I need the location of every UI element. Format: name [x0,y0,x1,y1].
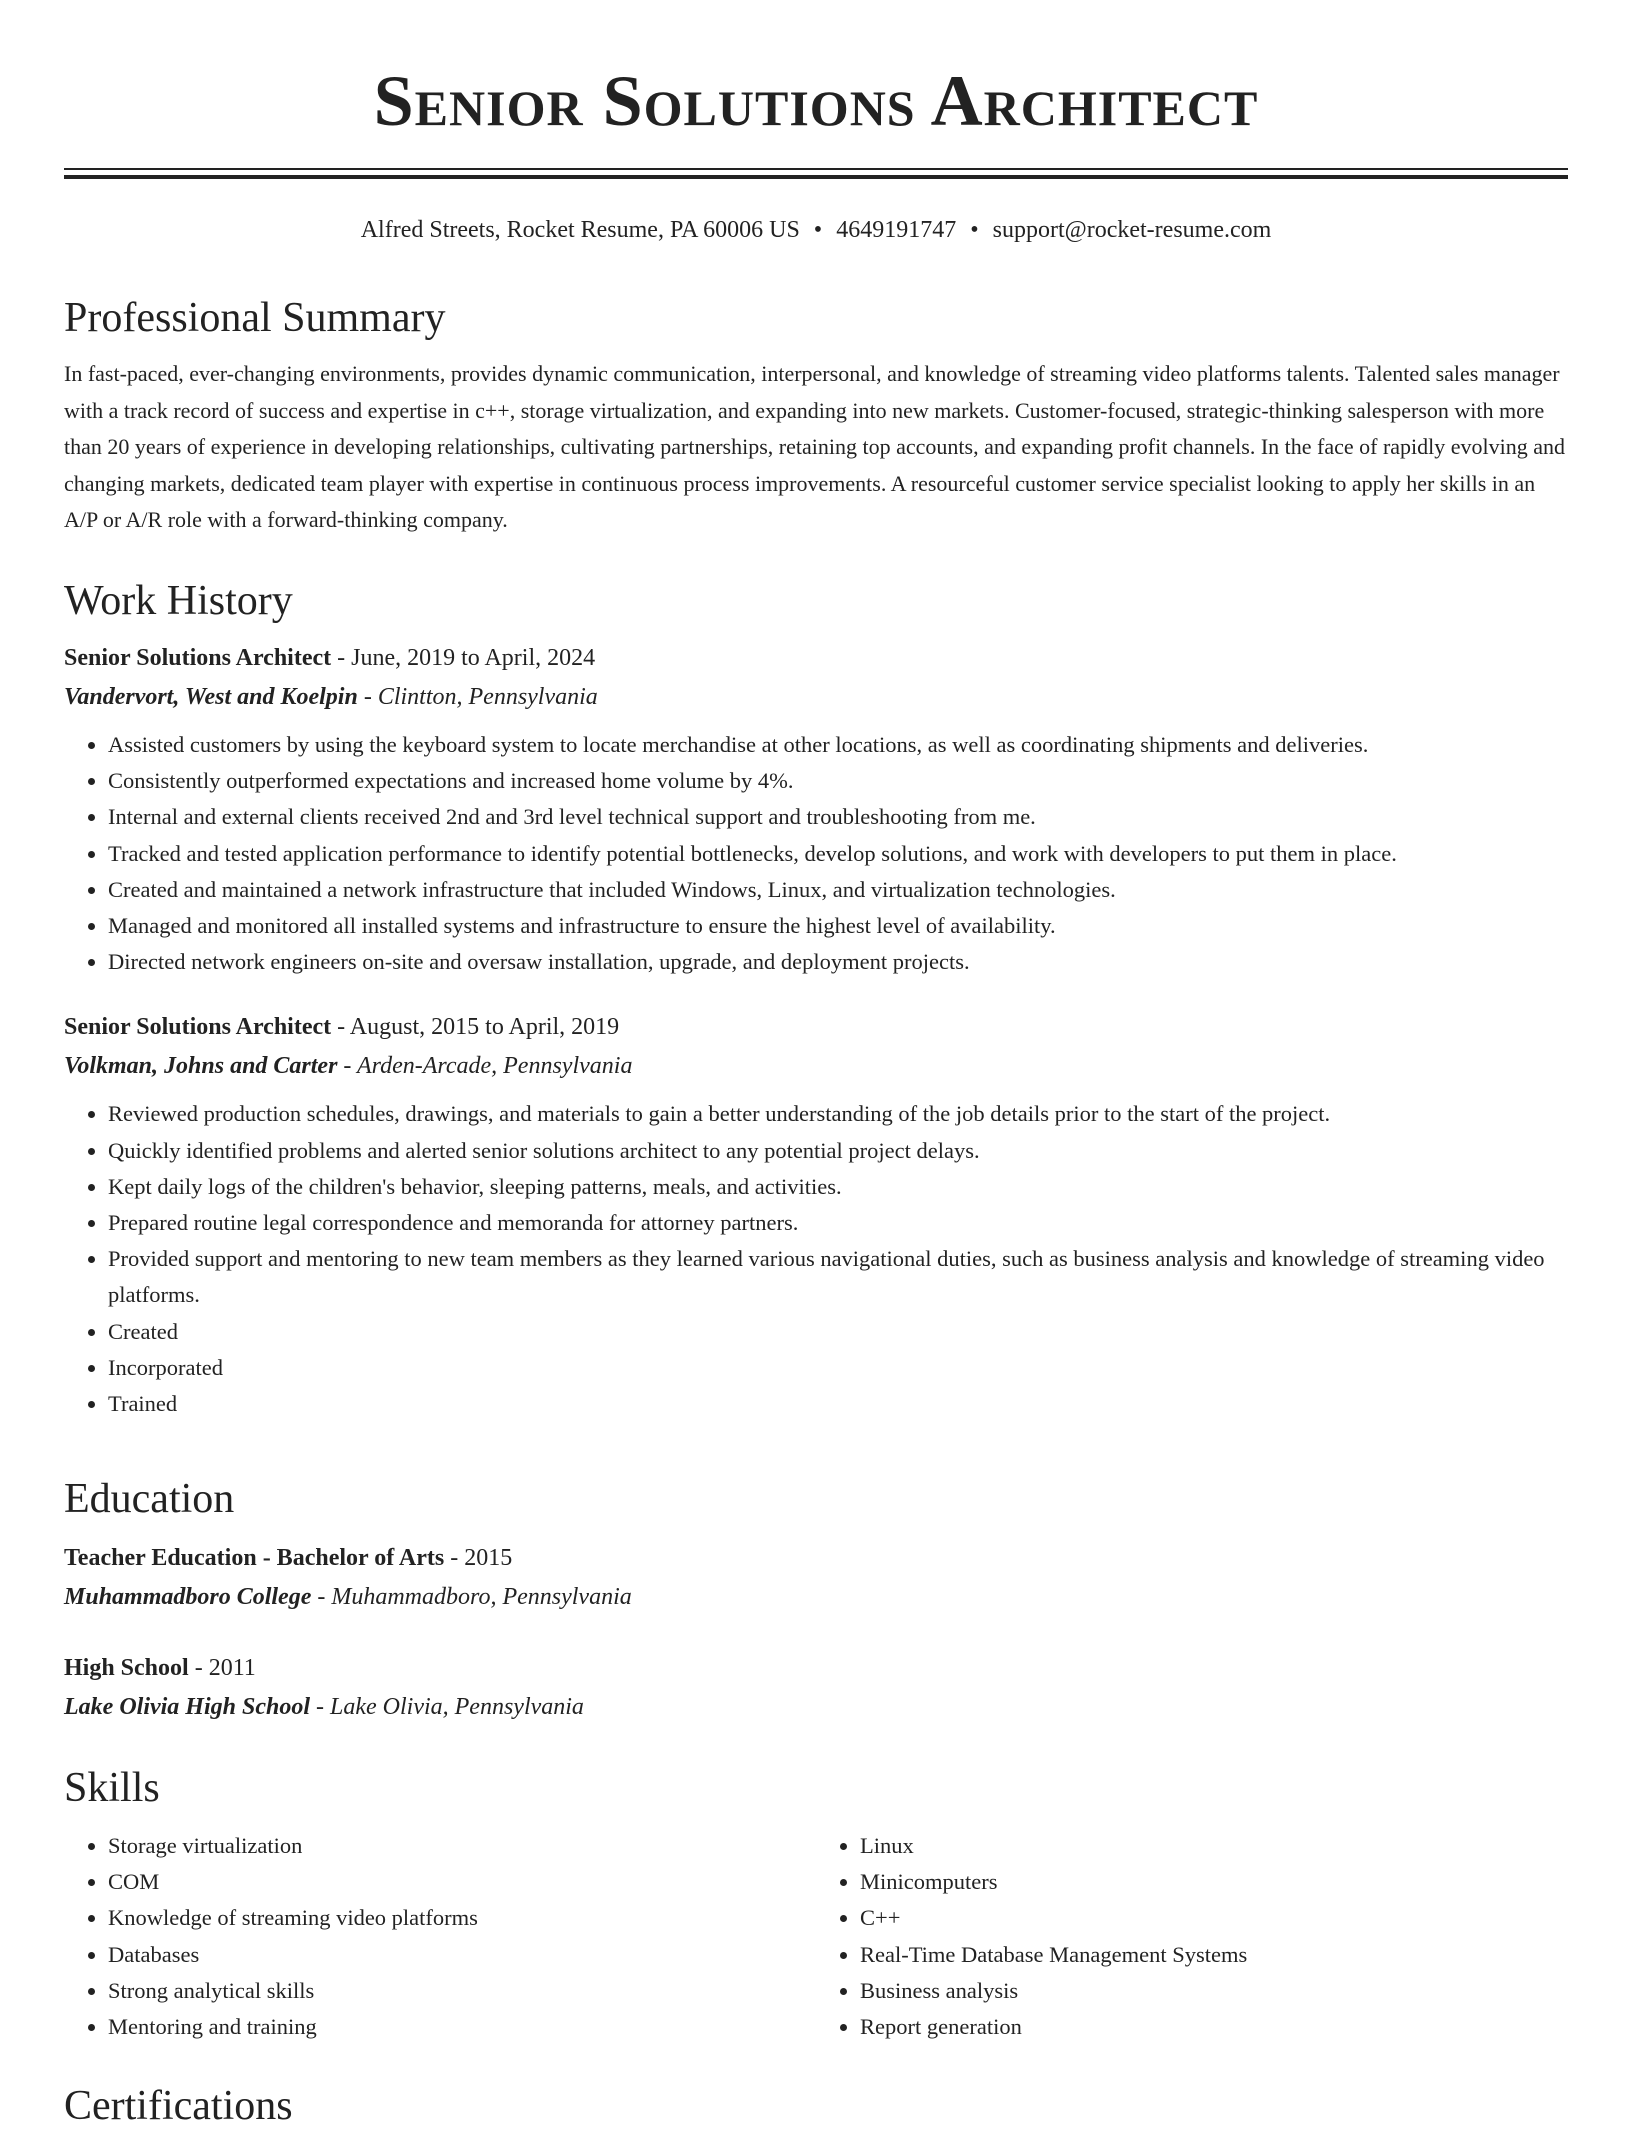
job-dates: - June, 2019 to April, 2024 [331,645,596,671]
skills-list-left [64,1828,816,2045]
section-heading-skills: Skills [64,1765,160,1811]
skills-section [64,1762,1568,2045]
list-item: • Reviewed production schedules, drawings, and materials to gain a better understanding of the job details prior to the start of the project. [108,1096,1568,1132]
contact-phone: 4649191747 [836,217,957,243]
section-heading-summary: Professional Summary [64,295,446,341]
list-item: • Storage virtualization [108,1828,816,1864]
list-item: • Provided support and mentoring to new team members as they learned various navigational duties, such as business analysis and knowledge of streaming video platforms. [108,1241,1568,1313]
section-heading-education: Education [64,1476,235,1522]
list-item: • Created [108,1314,1568,1350]
title-divider-thick [64,175,1568,179]
job-location: - Clintton, Pennsylvania [357,684,598,710]
education-year: - 2015 [444,1545,513,1571]
list-item: • Assisted customers by using the keyboard system to locate merchandise at other locations, as well as coordinating shipments and deliveries. [108,727,1568,763]
education-school: Muhammadboro College [64,1584,312,1610]
list-item: • Prepared routine legal correspondence and memoranda for attorney partners. [108,1205,1568,1241]
contact-separator: • [970,217,979,243]
education-degree: Teacher Education - Bachelor of Arts [64,1545,445,1571]
education-section [64,1473,1568,1727]
list-item: • COM [108,1864,816,1900]
resume-title: Senior Solutions Architect [373,61,1259,141]
list-item: • Databases [108,1937,816,1973]
title-divider-thin [64,168,1568,170]
job-entry [64,639,1568,980]
list-item: • Tracked and tested application performance to identify potential bottlenecks, develop solutions, and work with developers to put them in place. [108,836,1568,872]
certifications-section [64,2080,1568,2132]
job-entry [64,1008,1568,1422]
section-heading-work: Work History [64,578,293,624]
list-item: • Directed network engineers on-site and oversaw installation, upgrade, and deployment projects. [108,944,1568,980]
job-employer: Volkman, Johns and Carter [64,1053,338,1080]
contact-email: support@rocket-resume.com [992,217,1272,243]
list-item: • Knowledge of streaming video platforms [108,1900,816,1936]
list-item: • Quickly identified problems and alerted senior solutions architect to any potential project delays. [108,1133,1568,1169]
job-position: Senior Solutions Architect [64,1014,332,1041]
list-item: • Consistently outperformed expectations and increased home volume by 4%. [108,763,1568,799]
work-history-section [64,575,1568,1422]
list-item: • Kept daily logs of the children's behavior, sleeping patterns, meals, and activities. [108,1169,1568,1205]
job-dates: - August, 2015 to April, 2019 [331,1014,620,1041]
contact-address: Alfred Streets, Rocket Resume, PA 60006 US [360,217,800,243]
job-location: - Arden-Arcade, Pennsylvania [337,1053,633,1080]
education-entry [64,1539,1568,1617]
list-item: • Created and maintained a network infrastructure that included Windows, Linux, and virtualization technologies. [108,872,1568,908]
list-item: • Internal and external clients received 2nd and 3rd level technical support and troubleshooting from me. [108,799,1568,835]
job-bullets [64,727,1568,980]
list-item: • Trained [108,1386,1568,1422]
education-degree: High School [64,1655,189,1681]
job-bullets [64,1096,1568,1422]
education-location: - Muhammadboro, Pennsylvania [311,1584,632,1610]
list-item: • Minicomputers [860,1864,1568,1900]
education-entry [64,1649,1568,1727]
job-employer: Vandervort, West and Koelpin [64,684,358,710]
contact-line [64,214,1568,246]
section-heading-certifications: Certifications [64,2083,293,2129]
summary-text: In fast-paced, ever-changing environments, provides dynamic communication, interpersonal, and knowledge of streaming video platforms talents. Talented sales manager with a track record of success and expertise in c++, storage virtualization, and expanding into new markets. Customer-focused, strategic-thinking salesperson with more than 20 years of experience in developing relationships, cultivating partnerships, retaining top accounts, and expanding profit channels. In the face of rapidly evolving and changing markets, dedicated team player with expertise in continuous process improvements. A resourceful customer service specialist looking to apply her skills in an A/P or A/R role with a forward-thinking company. [64,361,1566,532]
summary-section [64,292,1568,539]
list-item: • Linux [860,1828,1568,1864]
skills-list-right [816,1828,1568,2045]
skills-columns [64,1814,1568,2045]
list-item: • Mentoring and training [108,2009,816,2045]
list-item: • Strong analytical skills [108,1973,816,2009]
list-item: • Managed and monitored all installed systems and infrastructure to ensure the highest level of availability. [108,908,1568,944]
contact-separator: • [813,217,823,243]
education-location: - Lake Olivia, Pennsylvania [310,1694,584,1720]
education-school: Lake Olivia High School [64,1694,310,1720]
list-item: • Report generation [860,2009,1568,2045]
list-item: • C++ [860,1900,1568,1936]
list-item: • Business analysis [860,1973,1568,2009]
list-item: • Real-Time Database Management Systems [860,1937,1568,1973]
list-item: • Incorporated [108,1350,1568,1386]
job-position: Senior Solutions Architect [64,645,332,671]
education-year: - 2011 [188,1655,256,1681]
